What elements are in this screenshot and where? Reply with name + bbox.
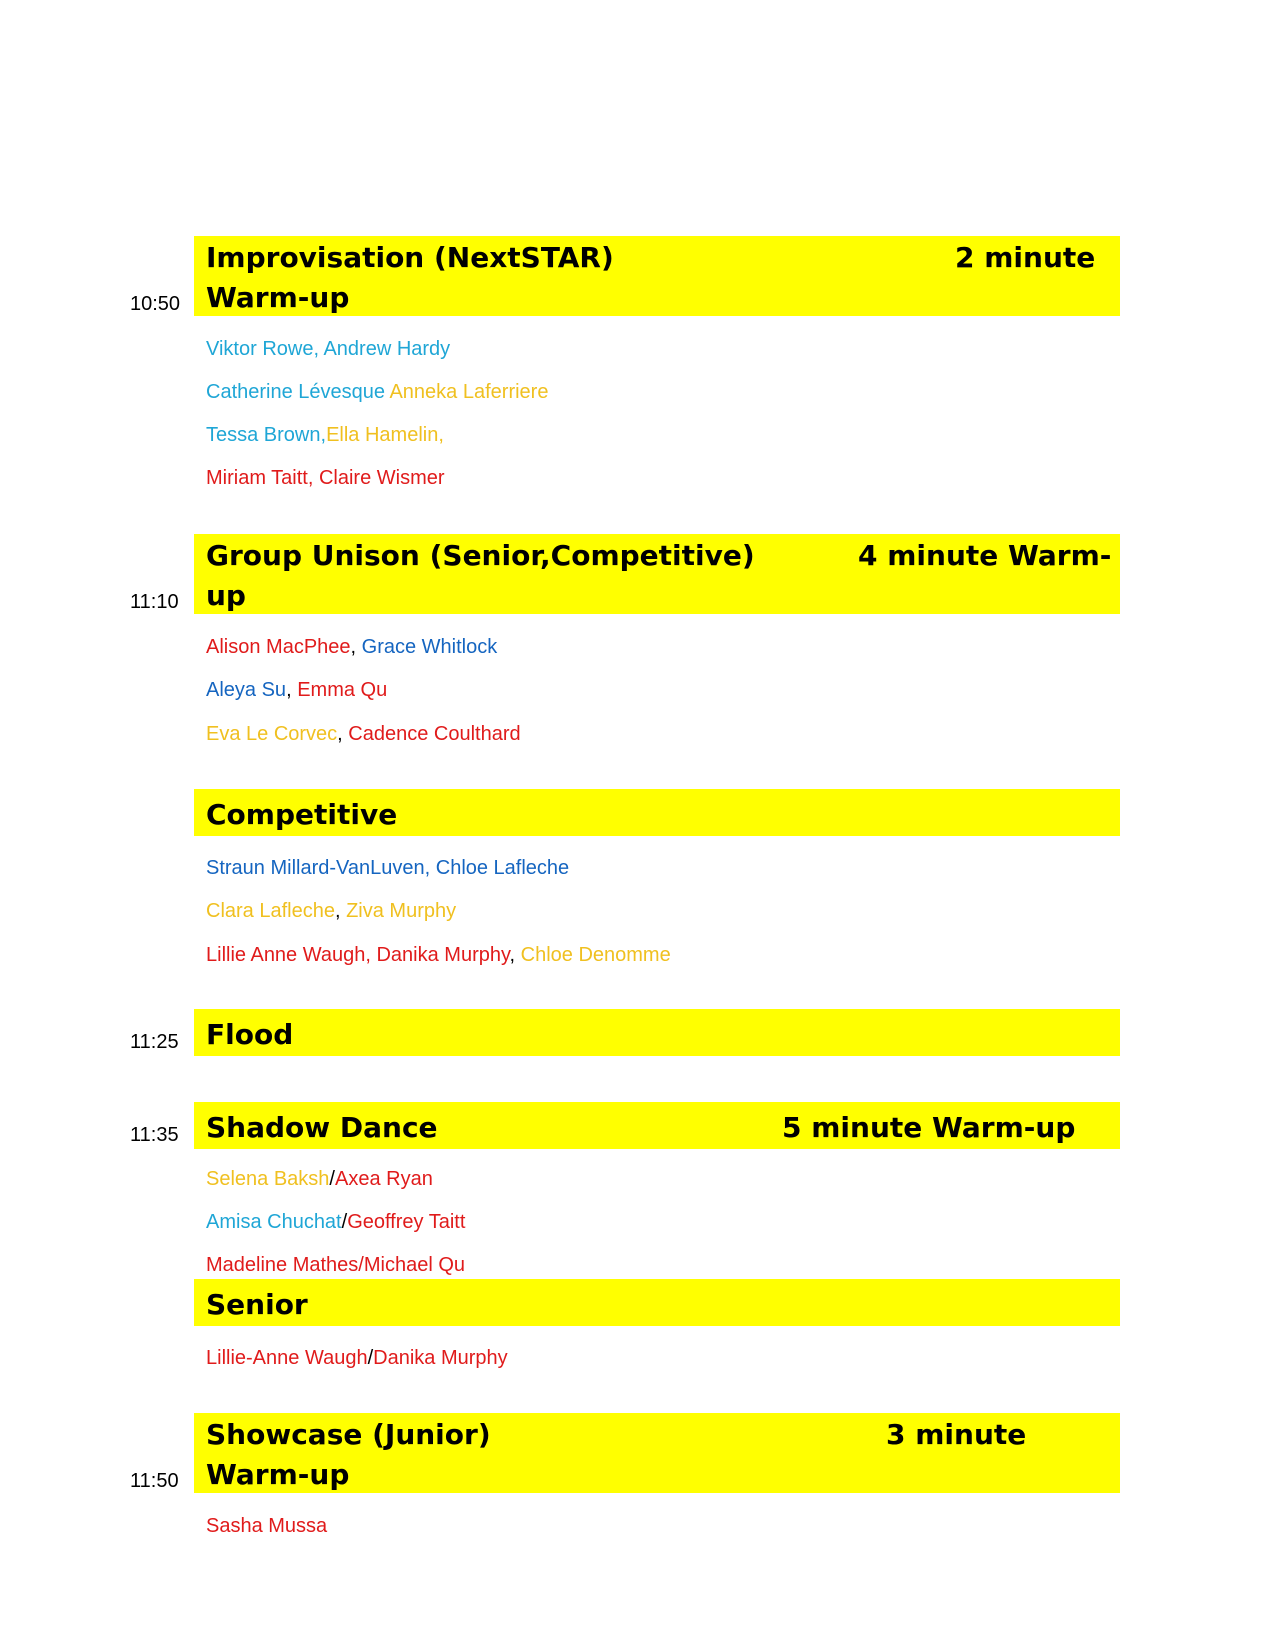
participant: Ella Hamelin,: [326, 424, 444, 446]
participant: Ziva Murphy: [346, 900, 457, 922]
participant: Miriam Taitt, Claire Wismer: [206, 467, 445, 489]
event-time: 11:35: [130, 1124, 179, 1146]
participant: Sasha Mussa: [206, 1515, 328, 1537]
participant: Amisa Chuchat: [206, 1211, 342, 1233]
participant: Straun Millard-VanLuven, Chloe Lafleche: [206, 857, 570, 879]
participant: Emma Qu: [297, 679, 388, 701]
participant: Tessa Brown,: [206, 424, 327, 446]
separator: ,: [509, 944, 521, 966]
event-title: Improvisation (NextSTAR): [206, 241, 614, 274]
participant: Cadence Coulthard: [348, 723, 521, 745]
event-time: 11:10: [130, 591, 179, 613]
participant-line: [206, 679, 387, 702]
participant: Catherine Lévesque: [206, 381, 390, 403]
participant-line: [206, 1211, 465, 1234]
participant-line: [206, 1515, 327, 1538]
participant: Anneka Laferriere: [389, 381, 549, 403]
participant-line: [206, 944, 671, 967]
participant: Geoffrey Taitt: [347, 1211, 466, 1233]
separator: /: [329, 1168, 335, 1190]
participant: Lillie Anne Waugh, Danika Murphy: [206, 944, 510, 966]
participant-line: [206, 1254, 465, 1277]
participant-line: [206, 636, 497, 659]
event-title: Shadow Dance: [206, 1111, 438, 1144]
warmup-text: 5 minute Warm-up: [782, 1111, 1076, 1144]
event-title: Senior: [206, 1288, 308, 1321]
participant: Eva Le Corvec: [206, 723, 338, 745]
event-title: Flood: [206, 1018, 294, 1051]
event-time: 11:50: [130, 1470, 179, 1492]
separator: ,: [334, 900, 347, 922]
participant-line: [206, 1168, 433, 1191]
participant-line: [206, 857, 569, 880]
participant: Selena Baksh: [206, 1168, 330, 1190]
participant-line: [206, 900, 456, 923]
participant-line: [206, 338, 450, 361]
event-time: 11:25: [130, 1031, 179, 1053]
warmup-text-cont: Warm-up: [206, 281, 350, 314]
participant-line: [206, 1347, 508, 1370]
warmup-text-cont: Warm-up: [206, 1458, 350, 1491]
event-time: 10:50: [130, 293, 181, 315]
warmup-text: 2 minute: [955, 241, 1096, 274]
warmup-text: 3 minute: [886, 1418, 1027, 1451]
event-title: Showcase (Junior): [206, 1418, 491, 1451]
participant: Chloe Denomme: [520, 944, 671, 966]
participant: Grace Whitlock: [361, 636, 498, 658]
participant-line: [206, 467, 445, 490]
event-header-senior: [194, 1279, 1120, 1326]
participant: Alison MacPhee: [206, 636, 351, 658]
event-header-flood: [194, 1009, 1120, 1056]
participant: Danika Murphy: [373, 1347, 508, 1369]
participant-line: [206, 723, 521, 746]
participant: Aleya Su: [206, 679, 287, 701]
separator: ,: [350, 636, 362, 658]
participant-line: [206, 381, 548, 404]
participant: Lillie-Anne Waugh: [206, 1347, 368, 1369]
participant-line: [206, 424, 444, 447]
participant: Axea Ryan: [334, 1168, 433, 1190]
event-title: Group Unison (Senior,Competitive): [206, 539, 755, 572]
separator: ,: [286, 679, 298, 701]
warmup-text-cont: up: [206, 579, 246, 612]
participant: Madeline Mathes/Michael Qu: [206, 1254, 466, 1276]
warmup-text: 4 minute Warm-: [858, 539, 1112, 572]
participant: Viktor Rowe, Andrew Hardy: [206, 338, 451, 360]
separator: /: [341, 1211, 348, 1233]
separator: /: [367, 1347, 374, 1369]
participant: Clara Lafleche: [206, 900, 335, 922]
separator: ,: [337, 723, 349, 745]
event-title: Competitive: [206, 798, 398, 831]
